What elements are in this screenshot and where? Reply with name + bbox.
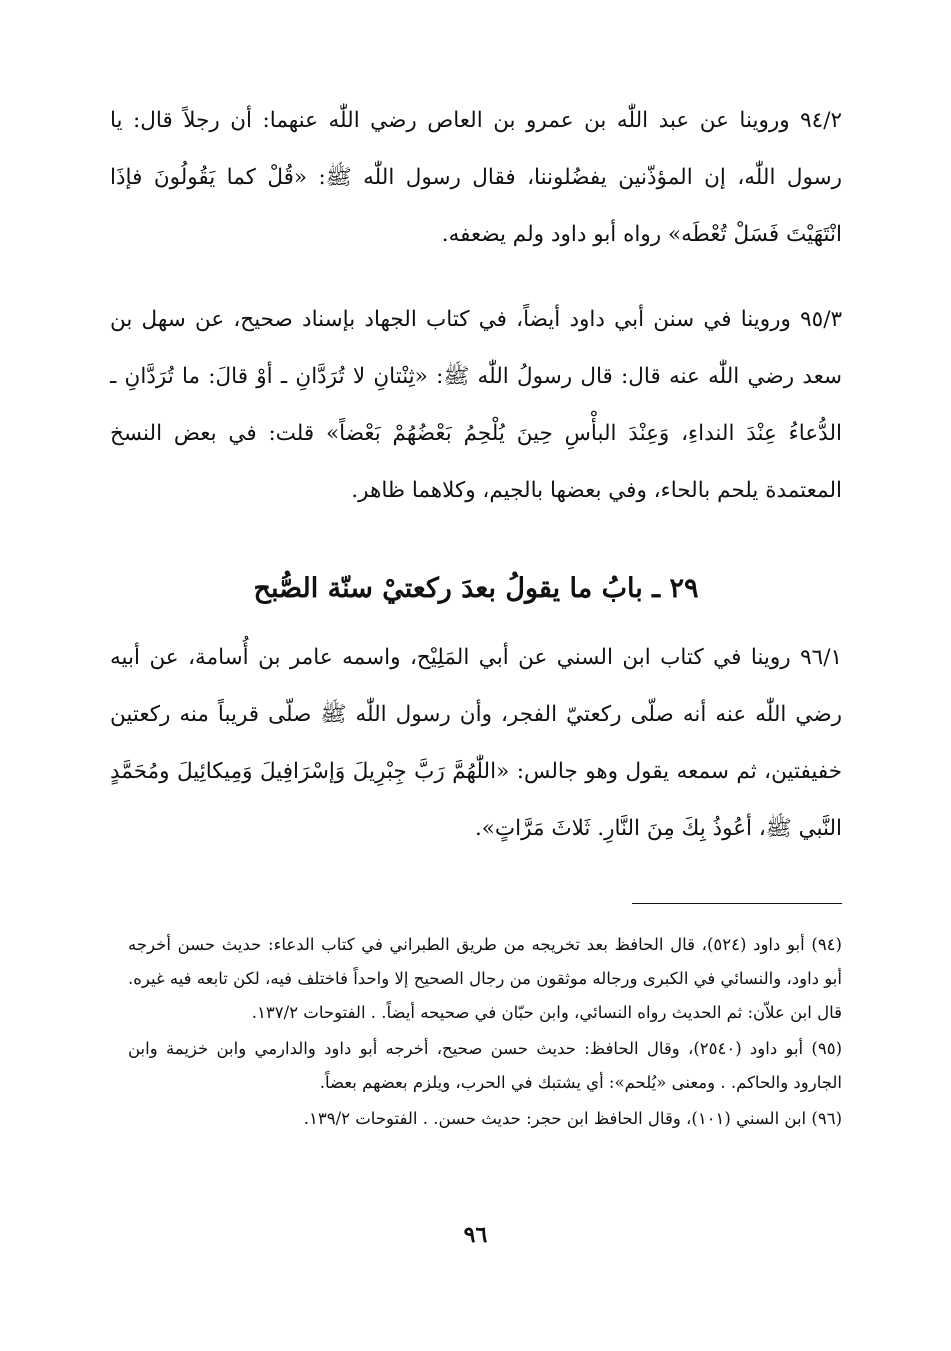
hadith-96-paragraph: ٩٦/١ روينا في كتاب ابن السني عن أبي المَلِيْح، واسمه عامر بن أُسامة، عن أبيه رضي اللّٰه عنه أنه صلّى ركعتيّ الفجر، وأن رسول اللّٰه ﷺ صلّى قريباً منه ركعتين خفيفتين، ثم سمعه يقول وهو جالس: «اللّٰهُمَّ رَبَّ جِبْرِيلَ وَإسْرَافِيلَ وَمِيكائِيلَ ومُحَمَّدٍ النَّبي ﷺ، أعُوذُ بِكَ مِنَ النَّارِ. ثَلاثَ مَرَّاتٍ». [110, 645, 842, 841]
footnote-separator [632, 903, 842, 904]
footnote-94: (٩٤) أبو داود (٥٢٤)، قال الحافظ بعد تخريجه من طريق الطبراني في كتاب الدعاء: حديث حسن أخرجه أبو داود، والنسائي في الكبرى ورجاله موثقون من رجال الصحيح إلا واحداً فاختلف فيه، لكن تابعه فيه غيره. قال ابن علاّن: ثم الحديث رواه النسائي، وابن حبّان في صحيحه أيضاً. . الفتوحات ١٣٧/٢. [128, 935, 842, 1022]
footnote-95: (٩٥) أبو داود (٢٥٤٠)، وقال الحافظ: حديث حسن صحيح، أخرجه أبو داود والدارمي وابن خزيمة وابن الجارود والحاكم. . ومعنى «يُلحم»: أي يشتبك في الحرب، ويلزم بعضهم بعضاً. [128, 1039, 842, 1092]
footnotes [128, 928, 842, 1136]
chapter-heading: ٢٩ ـ بابُ ما يقولُ بعدَ ركعتيْ سنّة الصُّبح [253, 573, 699, 604]
hadith-95-paragraph: ٩٥/٣ وروينا في سنن أبي داود أيضاً، في كتاب الجهاد بإسناد صحيح، عن سهل بن سعد رضي اللّٰه عنه قال: قال رسولُ اللّٰه ﷺ: «ثِنْتانِ لا تُرَدَّانِ ـ أوْ قالَ: ما تُرَدَّانِ ـ الدُّعاءُ عِنْدَ النداءِ، وَعِنْدَ البأْسِ حِينَ يُلْحِمُ بَعْضُهُمْ بَعْضاً» قلت: في بعض النسخ المعتمدة يلحم بالحاء، وفي بعضها بالجيم، وكلاهما ظاهر. [110, 307, 842, 503]
footnote-96: (٩٦) ابن السني (١٠١)، وقال الحافظ ابن حجر: حديث حسن. . الفتوحات ١٣٩/٢. [303, 1109, 842, 1128]
main-text [110, 92, 842, 857]
hadith-94-paragraph: ٩٤/٢ وروينا عن عبد اللّٰه بن عمرو بن العاص رضي اللّٰه عنهما: أن رجلاً قال: يا رسول اللّٰه، إن المؤذّنين يفضُلوننا، فقال رسول اللّٰه ﷺ: «قُلْ كما يَقُولُونَ فإذَا انْتَهَيْتَ فَسَلْ تُعْطَه» رواه أبو داود ولم يضعفه. [110, 108, 842, 247]
page-number: ٩٦ [463, 1222, 488, 1248]
